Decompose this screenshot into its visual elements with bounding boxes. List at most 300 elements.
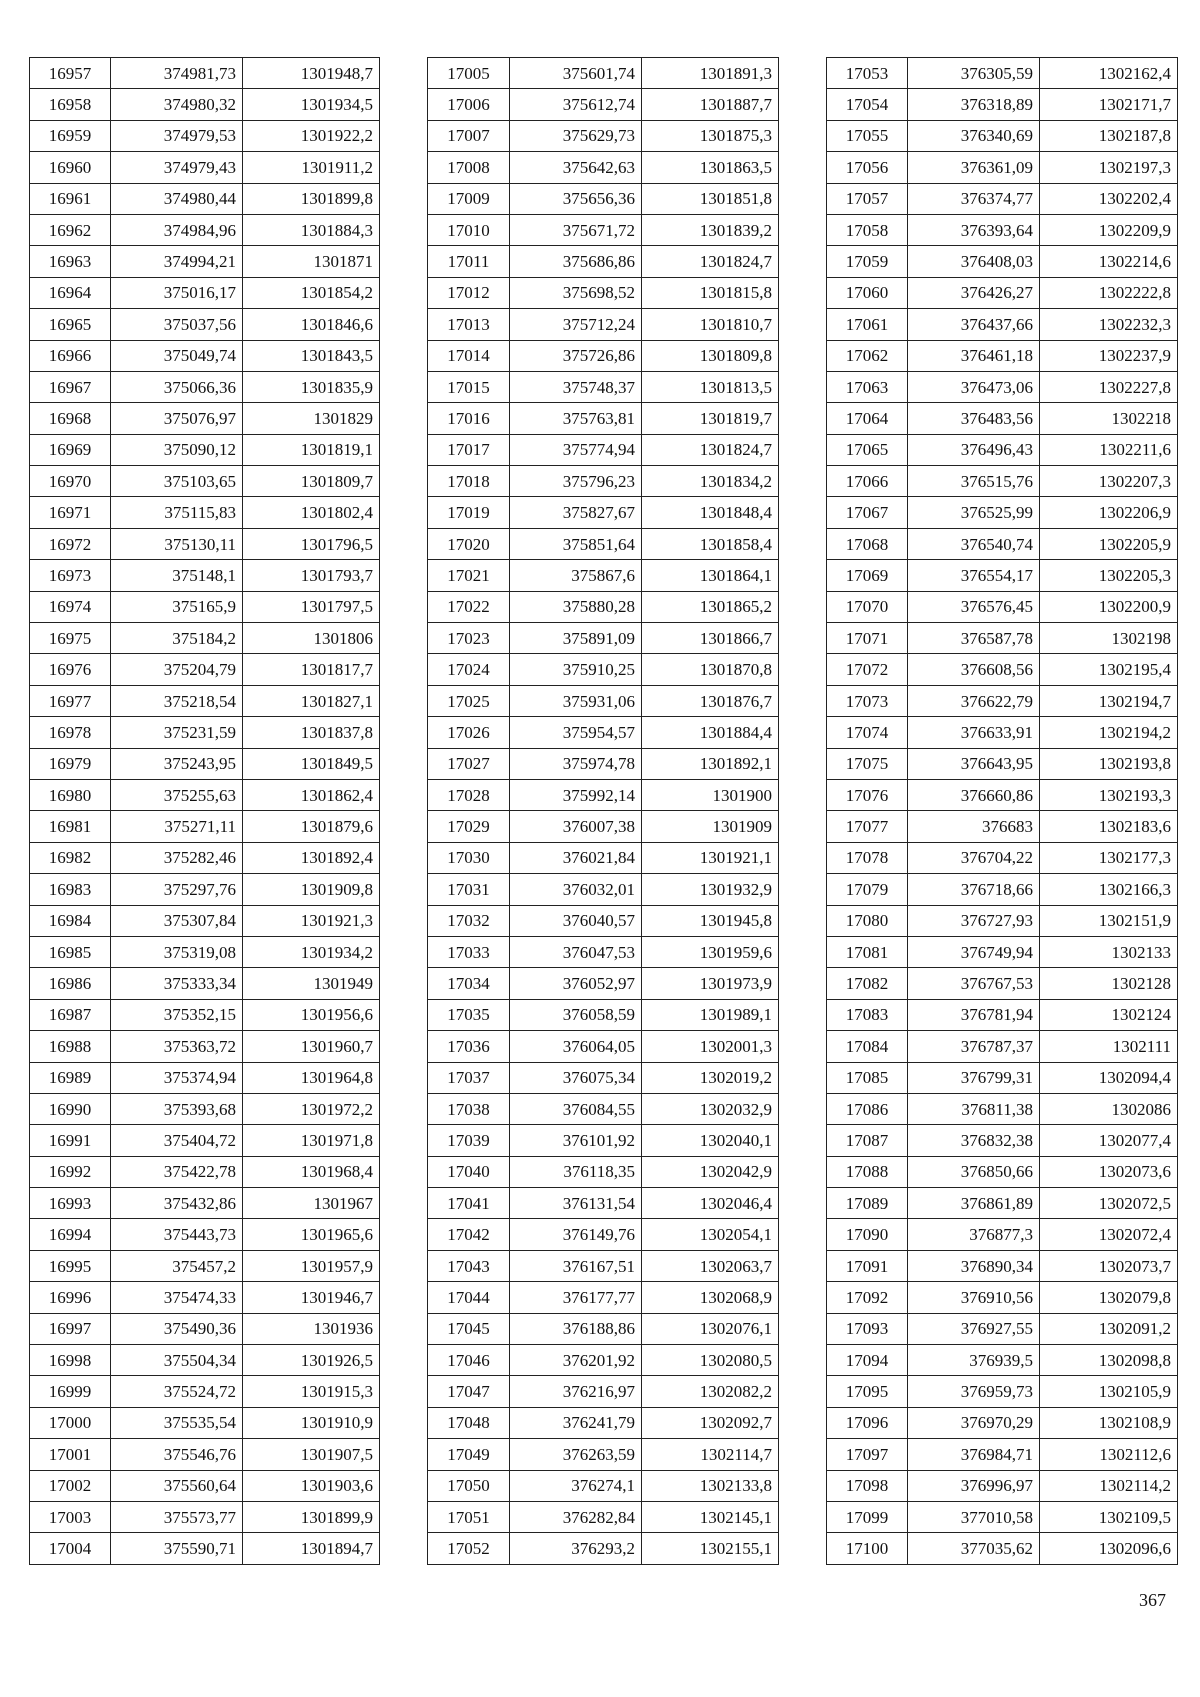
point-number-cell: 17021 bbox=[428, 560, 510, 591]
point-number-cell: 17072 bbox=[827, 654, 908, 685]
table-row bbox=[827, 1188, 1178, 1219]
x-coordinate-cell: 375037,56 bbox=[111, 309, 243, 340]
point-number-cell: 17032 bbox=[428, 905, 510, 936]
x-coordinate-cell: 376799,31 bbox=[908, 1062, 1040, 1093]
point-number-cell: 17050 bbox=[428, 1470, 510, 1501]
y-coordinate-cell: 1301819,1 bbox=[243, 434, 380, 465]
x-coordinate-cell: 376167,51 bbox=[510, 1250, 642, 1281]
x-coordinate-cell: 375954,57 bbox=[510, 717, 642, 748]
point-number-cell: 16980 bbox=[30, 779, 111, 810]
point-number-cell: 17048 bbox=[428, 1407, 510, 1438]
x-coordinate-cell: 376393,64 bbox=[908, 214, 1040, 245]
point-number-cell: 17043 bbox=[428, 1250, 510, 1281]
x-coordinate-cell: 376374,77 bbox=[908, 183, 1040, 214]
point-number-cell: 17003 bbox=[30, 1501, 111, 1532]
table-row bbox=[827, 1031, 1178, 1062]
y-coordinate-cell: 1301848,4 bbox=[642, 497, 779, 528]
table-row bbox=[428, 1219, 779, 1250]
y-coordinate-cell: 1301802,4 bbox=[243, 497, 380, 528]
y-coordinate-cell: 1301989,1 bbox=[642, 999, 779, 1030]
point-number-cell: 16965 bbox=[30, 309, 111, 340]
x-coordinate-cell: 376850,66 bbox=[908, 1156, 1040, 1187]
point-number-cell: 17049 bbox=[428, 1439, 510, 1470]
x-coordinate-cell: 375535,54 bbox=[111, 1407, 243, 1438]
x-coordinate-cell: 375612,74 bbox=[510, 89, 642, 120]
point-number-cell: 17017 bbox=[428, 434, 510, 465]
table-row bbox=[827, 779, 1178, 810]
point-number-cell: 16975 bbox=[30, 623, 111, 654]
y-coordinate-cell: 1301884,3 bbox=[243, 214, 380, 245]
table-row bbox=[428, 717, 779, 748]
y-coordinate-cell: 1301921,1 bbox=[642, 842, 779, 873]
table-row bbox=[30, 1093, 380, 1124]
y-coordinate-cell: 1301934,2 bbox=[243, 936, 380, 967]
table-row bbox=[827, 1533, 1178, 1564]
point-number-cell: 16993 bbox=[30, 1188, 111, 1219]
table-row bbox=[827, 717, 1178, 748]
table-row bbox=[827, 936, 1178, 967]
point-number-cell: 17065 bbox=[827, 434, 908, 465]
y-coordinate-cell: 1302133 bbox=[1040, 936, 1178, 967]
point-number-cell: 17038 bbox=[428, 1093, 510, 1124]
y-coordinate-cell: 1302042,9 bbox=[642, 1156, 779, 1187]
point-number-cell: 16968 bbox=[30, 403, 111, 434]
x-coordinate-cell: 376058,59 bbox=[510, 999, 642, 1030]
x-coordinate-cell: 376660,86 bbox=[908, 779, 1040, 810]
table-row bbox=[30, 999, 380, 1030]
table-row bbox=[30, 1313, 380, 1344]
table-row bbox=[30, 1345, 380, 1376]
x-coordinate-cell: 376540,74 bbox=[908, 528, 1040, 559]
point-number-cell: 17064 bbox=[827, 403, 908, 434]
x-coordinate-cell: 375774,94 bbox=[510, 434, 642, 465]
x-coordinate-cell: 376970,29 bbox=[908, 1407, 1040, 1438]
y-coordinate-cell: 1301921,3 bbox=[243, 905, 380, 936]
point-number-cell: 17051 bbox=[428, 1501, 510, 1532]
x-coordinate-cell: 375148,1 bbox=[111, 560, 243, 591]
x-coordinate-cell: 375297,76 bbox=[111, 874, 243, 905]
x-coordinate-cell: 376984,71 bbox=[908, 1439, 1040, 1470]
point-number-cell: 17053 bbox=[827, 58, 908, 89]
y-coordinate-cell: 1301817,7 bbox=[243, 654, 380, 685]
table-row bbox=[428, 874, 779, 905]
table-row bbox=[827, 999, 1178, 1030]
table-row bbox=[428, 1250, 779, 1281]
y-coordinate-cell: 1302166,3 bbox=[1040, 874, 1178, 905]
x-coordinate-cell: 376052,97 bbox=[510, 968, 642, 999]
x-coordinate-cell: 375282,46 bbox=[111, 842, 243, 873]
y-coordinate-cell: 1301849,5 bbox=[243, 748, 380, 779]
point-number-cell: 16985 bbox=[30, 936, 111, 967]
y-coordinate-cell: 1302109,5 bbox=[1040, 1501, 1178, 1532]
point-number-cell: 17085 bbox=[827, 1062, 908, 1093]
y-coordinate-cell: 1302205,3 bbox=[1040, 560, 1178, 591]
x-coordinate-cell: 376587,78 bbox=[908, 623, 1040, 654]
y-coordinate-cell: 1302040,1 bbox=[642, 1125, 779, 1156]
x-coordinate-cell: 375184,2 bbox=[111, 623, 243, 654]
table-row bbox=[827, 434, 1178, 465]
table-row bbox=[827, 277, 1178, 308]
x-coordinate-cell: 374979,53 bbox=[111, 120, 243, 151]
table-row bbox=[30, 120, 380, 151]
point-number-cell: 17052 bbox=[428, 1533, 510, 1564]
y-coordinate-cell: 1302200,9 bbox=[1040, 591, 1178, 622]
x-coordinate-cell: 376201,92 bbox=[510, 1345, 642, 1376]
y-coordinate-cell: 1301971,8 bbox=[243, 1125, 380, 1156]
x-coordinate-cell: 375432,86 bbox=[111, 1188, 243, 1219]
table-row bbox=[428, 1031, 779, 1062]
y-coordinate-cell: 1302205,9 bbox=[1040, 528, 1178, 559]
point-number-cell: 16994 bbox=[30, 1219, 111, 1250]
table-row bbox=[827, 1282, 1178, 1313]
y-coordinate-cell: 1301854,2 bbox=[243, 277, 380, 308]
point-number-cell: 17099 bbox=[827, 1501, 908, 1532]
table-row bbox=[428, 434, 779, 465]
point-number-cell: 16995 bbox=[30, 1250, 111, 1281]
point-number-cell: 17074 bbox=[827, 717, 908, 748]
point-number-cell: 17039 bbox=[428, 1125, 510, 1156]
coordinate-table-body bbox=[428, 58, 779, 1565]
y-coordinate-cell: 1302209,9 bbox=[1040, 214, 1178, 245]
y-coordinate-cell: 1302162,4 bbox=[1040, 58, 1178, 89]
y-coordinate-cell: 1302133,8 bbox=[642, 1470, 779, 1501]
point-number-cell: 17025 bbox=[428, 685, 510, 716]
point-number-cell: 16998 bbox=[30, 1345, 111, 1376]
point-number-cell: 17063 bbox=[827, 371, 908, 402]
y-coordinate-cell: 1301829 bbox=[243, 403, 380, 434]
y-coordinate-cell: 1301934,5 bbox=[243, 89, 380, 120]
y-coordinate-cell: 1302086 bbox=[1040, 1093, 1178, 1124]
y-coordinate-cell: 1302105,9 bbox=[1040, 1376, 1178, 1407]
table-row bbox=[827, 371, 1178, 402]
y-coordinate-cell: 1301972,2 bbox=[243, 1093, 380, 1124]
x-coordinate-cell: 376890,34 bbox=[908, 1250, 1040, 1281]
y-coordinate-cell: 1301907,5 bbox=[243, 1439, 380, 1470]
x-coordinate-cell: 375931,06 bbox=[510, 685, 642, 716]
table-row bbox=[428, 748, 779, 779]
y-coordinate-cell: 1302114,7 bbox=[642, 1439, 779, 1470]
point-number-cell: 16966 bbox=[30, 340, 111, 371]
x-coordinate-cell: 376408,03 bbox=[908, 246, 1040, 277]
point-number-cell: 17015 bbox=[428, 371, 510, 402]
y-coordinate-cell: 1302114,2 bbox=[1040, 1470, 1178, 1501]
y-coordinate-cell: 1301894,7 bbox=[243, 1533, 380, 1564]
x-coordinate-cell: 376554,17 bbox=[908, 560, 1040, 591]
y-coordinate-cell: 1302202,4 bbox=[1040, 183, 1178, 214]
y-coordinate-cell: 1302082,2 bbox=[642, 1376, 779, 1407]
table-row bbox=[827, 183, 1178, 214]
y-coordinate-cell: 1302108,9 bbox=[1040, 1407, 1178, 1438]
table-row bbox=[30, 654, 380, 685]
y-coordinate-cell: 1301968,4 bbox=[243, 1156, 380, 1187]
point-number-cell: 17023 bbox=[428, 623, 510, 654]
table-row bbox=[30, 874, 380, 905]
y-coordinate-cell: 1301871 bbox=[243, 246, 380, 277]
y-coordinate-cell: 1302207,3 bbox=[1040, 466, 1178, 497]
point-number-cell: 17014 bbox=[428, 340, 510, 371]
x-coordinate-cell: 375686,86 bbox=[510, 246, 642, 277]
y-coordinate-cell: 1302092,7 bbox=[642, 1407, 779, 1438]
x-coordinate-cell: 375546,76 bbox=[111, 1439, 243, 1470]
y-coordinate-cell: 1301948,7 bbox=[243, 58, 380, 89]
point-number-cell: 17030 bbox=[428, 842, 510, 873]
table-row bbox=[30, 1188, 380, 1219]
x-coordinate-cell: 376939,5 bbox=[908, 1345, 1040, 1376]
point-number-cell: 17031 bbox=[428, 874, 510, 905]
point-number-cell: 17026 bbox=[428, 717, 510, 748]
point-number-cell: 16977 bbox=[30, 685, 111, 716]
point-number-cell: 17097 bbox=[827, 1439, 908, 1470]
point-number-cell: 16971 bbox=[30, 497, 111, 528]
y-coordinate-cell: 1301959,6 bbox=[642, 936, 779, 967]
point-number-cell: 16984 bbox=[30, 905, 111, 936]
table-row bbox=[827, 1439, 1178, 1470]
x-coordinate-cell: 376811,38 bbox=[908, 1093, 1040, 1124]
y-coordinate-cell: 1301862,4 bbox=[243, 779, 380, 810]
table-row bbox=[428, 842, 779, 873]
x-coordinate-cell: 377035,62 bbox=[908, 1533, 1040, 1564]
table-row bbox=[827, 1470, 1178, 1501]
point-number-cell: 17020 bbox=[428, 528, 510, 559]
x-coordinate-cell: 376608,56 bbox=[908, 654, 1040, 685]
y-coordinate-cell: 1302194,2 bbox=[1040, 717, 1178, 748]
x-coordinate-cell: 376361,09 bbox=[908, 152, 1040, 183]
x-coordinate-cell: 374980,32 bbox=[111, 89, 243, 120]
table-row bbox=[827, 466, 1178, 497]
point-number-cell: 16991 bbox=[30, 1125, 111, 1156]
x-coordinate-cell: 375474,33 bbox=[111, 1282, 243, 1313]
y-coordinate-cell: 1301815,8 bbox=[642, 277, 779, 308]
table-row bbox=[428, 277, 779, 308]
x-coordinate-cell: 376263,59 bbox=[510, 1439, 642, 1470]
y-coordinate-cell: 1302218 bbox=[1040, 403, 1178, 434]
table-row bbox=[827, 874, 1178, 905]
x-coordinate-cell: 376149,76 bbox=[510, 1219, 642, 1250]
table-row bbox=[428, 1313, 779, 1344]
y-coordinate-cell: 1301957,9 bbox=[243, 1250, 380, 1281]
x-coordinate-cell: 375374,94 bbox=[111, 1062, 243, 1093]
x-coordinate-cell: 376032,01 bbox=[510, 874, 642, 905]
point-number-cell: 16983 bbox=[30, 874, 111, 905]
y-coordinate-cell: 1302187,8 bbox=[1040, 120, 1178, 151]
point-number-cell: 17098 bbox=[827, 1470, 908, 1501]
x-coordinate-cell: 376340,69 bbox=[908, 120, 1040, 151]
x-coordinate-cell: 376473,06 bbox=[908, 371, 1040, 402]
table-row bbox=[428, 654, 779, 685]
x-coordinate-cell: 375590,71 bbox=[111, 1533, 243, 1564]
x-coordinate-cell: 376064,05 bbox=[510, 1031, 642, 1062]
table-row bbox=[827, 1376, 1178, 1407]
point-number-cell: 17091 bbox=[827, 1250, 908, 1281]
point-number-cell: 17006 bbox=[428, 89, 510, 120]
table-row bbox=[30, 623, 380, 654]
x-coordinate-cell: 375974,78 bbox=[510, 748, 642, 779]
point-number-cell: 17059 bbox=[827, 246, 908, 277]
table-row bbox=[827, 591, 1178, 622]
point-number-cell: 16989 bbox=[30, 1062, 111, 1093]
y-coordinate-cell: 1301835,9 bbox=[243, 371, 380, 402]
table-row bbox=[428, 560, 779, 591]
table-row bbox=[30, 309, 380, 340]
y-coordinate-cell: 1301858,4 bbox=[642, 528, 779, 559]
x-coordinate-cell: 375851,64 bbox=[510, 528, 642, 559]
point-number-cell: 17077 bbox=[827, 811, 908, 842]
point-number-cell: 16964 bbox=[30, 277, 111, 308]
table-row bbox=[827, 748, 1178, 779]
y-coordinate-cell: 1302077,4 bbox=[1040, 1125, 1178, 1156]
point-number-cell: 17060 bbox=[827, 277, 908, 308]
y-coordinate-cell: 1301851,8 bbox=[642, 183, 779, 214]
table-row bbox=[30, 403, 380, 434]
y-coordinate-cell: 1301892,1 bbox=[642, 748, 779, 779]
table-row bbox=[30, 560, 380, 591]
point-number-cell: 17089 bbox=[827, 1188, 908, 1219]
y-coordinate-cell: 1301900 bbox=[642, 779, 779, 810]
table-row bbox=[30, 434, 380, 465]
coordinate-tables bbox=[29, 57, 1179, 1564]
table-row bbox=[827, 58, 1178, 89]
table-row bbox=[30, 936, 380, 967]
point-number-cell: 16997 bbox=[30, 1313, 111, 1344]
point-number-cell: 16972 bbox=[30, 528, 111, 559]
point-number-cell: 16967 bbox=[30, 371, 111, 402]
x-coordinate-cell: 376216,97 bbox=[510, 1376, 642, 1407]
table-row bbox=[30, 246, 380, 277]
x-coordinate-cell: 376767,53 bbox=[908, 968, 1040, 999]
x-coordinate-cell: 376318,89 bbox=[908, 89, 1040, 120]
point-number-cell: 17086 bbox=[827, 1093, 908, 1124]
x-coordinate-cell: 375255,63 bbox=[111, 779, 243, 810]
point-number-cell: 17047 bbox=[428, 1376, 510, 1407]
table-row bbox=[30, 528, 380, 559]
y-coordinate-cell: 1301956,6 bbox=[243, 999, 380, 1030]
y-coordinate-cell: 1301879,6 bbox=[243, 811, 380, 842]
point-number-cell: 17083 bbox=[827, 999, 908, 1030]
point-number-cell: 17084 bbox=[827, 1031, 908, 1062]
point-number-cell: 16963 bbox=[30, 246, 111, 277]
table-row bbox=[827, 120, 1178, 151]
table-row bbox=[30, 214, 380, 245]
table-row bbox=[827, 1345, 1178, 1376]
x-coordinate-cell: 375090,12 bbox=[111, 434, 243, 465]
table-row bbox=[428, 685, 779, 716]
point-number-cell: 17041 bbox=[428, 1188, 510, 1219]
table-row bbox=[30, 1282, 380, 1313]
y-coordinate-cell: 1302096,6 bbox=[1040, 1533, 1178, 1564]
point-number-cell: 17004 bbox=[30, 1533, 111, 1564]
point-number-cell: 16973 bbox=[30, 560, 111, 591]
coordinate-table-body bbox=[827, 58, 1178, 1565]
x-coordinate-cell: 375992,14 bbox=[510, 779, 642, 810]
point-number-cell: 16969 bbox=[30, 434, 111, 465]
x-coordinate-cell: 375490,36 bbox=[111, 1313, 243, 1344]
y-coordinate-cell: 1302079,8 bbox=[1040, 1282, 1178, 1313]
point-number-cell: 16958 bbox=[30, 89, 111, 120]
x-coordinate-cell: 376910,56 bbox=[908, 1282, 1040, 1313]
x-coordinate-cell: 374981,73 bbox=[111, 58, 243, 89]
table-row bbox=[30, 1407, 380, 1438]
table-row bbox=[428, 89, 779, 120]
point-number-cell: 17036 bbox=[428, 1031, 510, 1062]
table-row bbox=[827, 560, 1178, 591]
table-row bbox=[827, 1125, 1178, 1156]
point-number-cell: 17071 bbox=[827, 623, 908, 654]
point-number-cell: 16982 bbox=[30, 842, 111, 873]
table-row bbox=[30, 779, 380, 810]
table-row bbox=[30, 152, 380, 183]
point-number-cell: 17069 bbox=[827, 560, 908, 591]
y-coordinate-cell: 1301870,8 bbox=[642, 654, 779, 685]
table-row bbox=[30, 1533, 380, 1564]
y-coordinate-cell: 1301846,6 bbox=[243, 309, 380, 340]
table-row bbox=[30, 717, 380, 748]
table-row bbox=[30, 466, 380, 497]
x-coordinate-cell: 376282,84 bbox=[510, 1501, 642, 1532]
point-number-cell: 17024 bbox=[428, 654, 510, 685]
table-row bbox=[428, 968, 779, 999]
table-row bbox=[428, 1439, 779, 1470]
table-row bbox=[827, 1250, 1178, 1281]
point-number-cell: 16979 bbox=[30, 748, 111, 779]
point-number-cell: 17046 bbox=[428, 1345, 510, 1376]
y-coordinate-cell: 1301967 bbox=[243, 1188, 380, 1219]
x-coordinate-cell: 375827,67 bbox=[510, 497, 642, 528]
page-number: 367 bbox=[1139, 1590, 1166, 1610]
point-number-cell: 17012 bbox=[428, 277, 510, 308]
x-coordinate-cell: 375243,95 bbox=[111, 748, 243, 779]
x-coordinate-cell: 376040,57 bbox=[510, 905, 642, 936]
coordinate-table-body bbox=[30, 58, 380, 1565]
y-coordinate-cell: 1302151,9 bbox=[1040, 905, 1178, 936]
table-row bbox=[428, 120, 779, 151]
y-coordinate-cell: 1301887,7 bbox=[642, 89, 779, 120]
y-coordinate-cell: 1302193,3 bbox=[1040, 779, 1178, 810]
table-row bbox=[827, 152, 1178, 183]
x-coordinate-cell: 376188,86 bbox=[510, 1313, 642, 1344]
x-coordinate-cell: 376704,22 bbox=[908, 842, 1040, 873]
y-coordinate-cell: 1302001,3 bbox=[642, 1031, 779, 1062]
table-row bbox=[428, 466, 779, 497]
y-coordinate-cell: 1302198 bbox=[1040, 623, 1178, 654]
y-coordinate-cell: 1301810,7 bbox=[642, 309, 779, 340]
point-number-cell: 17042 bbox=[428, 1219, 510, 1250]
table-row bbox=[827, 1219, 1178, 1250]
table-row bbox=[428, 371, 779, 402]
x-coordinate-cell: 375204,79 bbox=[111, 654, 243, 685]
y-coordinate-cell: 1301824,7 bbox=[642, 434, 779, 465]
table-row bbox=[428, 1188, 779, 1219]
table-row bbox=[428, 152, 779, 183]
point-number-cell: 16996 bbox=[30, 1282, 111, 1313]
y-coordinate-cell: 1302222,8 bbox=[1040, 277, 1178, 308]
table-row bbox=[30, 1156, 380, 1187]
point-number-cell: 17010 bbox=[428, 214, 510, 245]
y-coordinate-cell: 1301910,9 bbox=[243, 1407, 380, 1438]
table-row bbox=[30, 842, 380, 873]
point-number-cell: 17073 bbox=[827, 685, 908, 716]
x-coordinate-cell: 375726,86 bbox=[510, 340, 642, 371]
point-number-cell: 16974 bbox=[30, 591, 111, 622]
x-coordinate-cell: 375218,54 bbox=[111, 685, 243, 716]
point-number-cell: 17022 bbox=[428, 591, 510, 622]
x-coordinate-cell: 377010,58 bbox=[908, 1501, 1040, 1532]
point-number-cell: 16957 bbox=[30, 58, 111, 89]
y-coordinate-cell: 1302112,6 bbox=[1040, 1439, 1178, 1470]
x-coordinate-cell: 375049,74 bbox=[111, 340, 243, 371]
table-row bbox=[827, 246, 1178, 277]
point-number-cell: 16960 bbox=[30, 152, 111, 183]
table-row bbox=[428, 1156, 779, 1187]
